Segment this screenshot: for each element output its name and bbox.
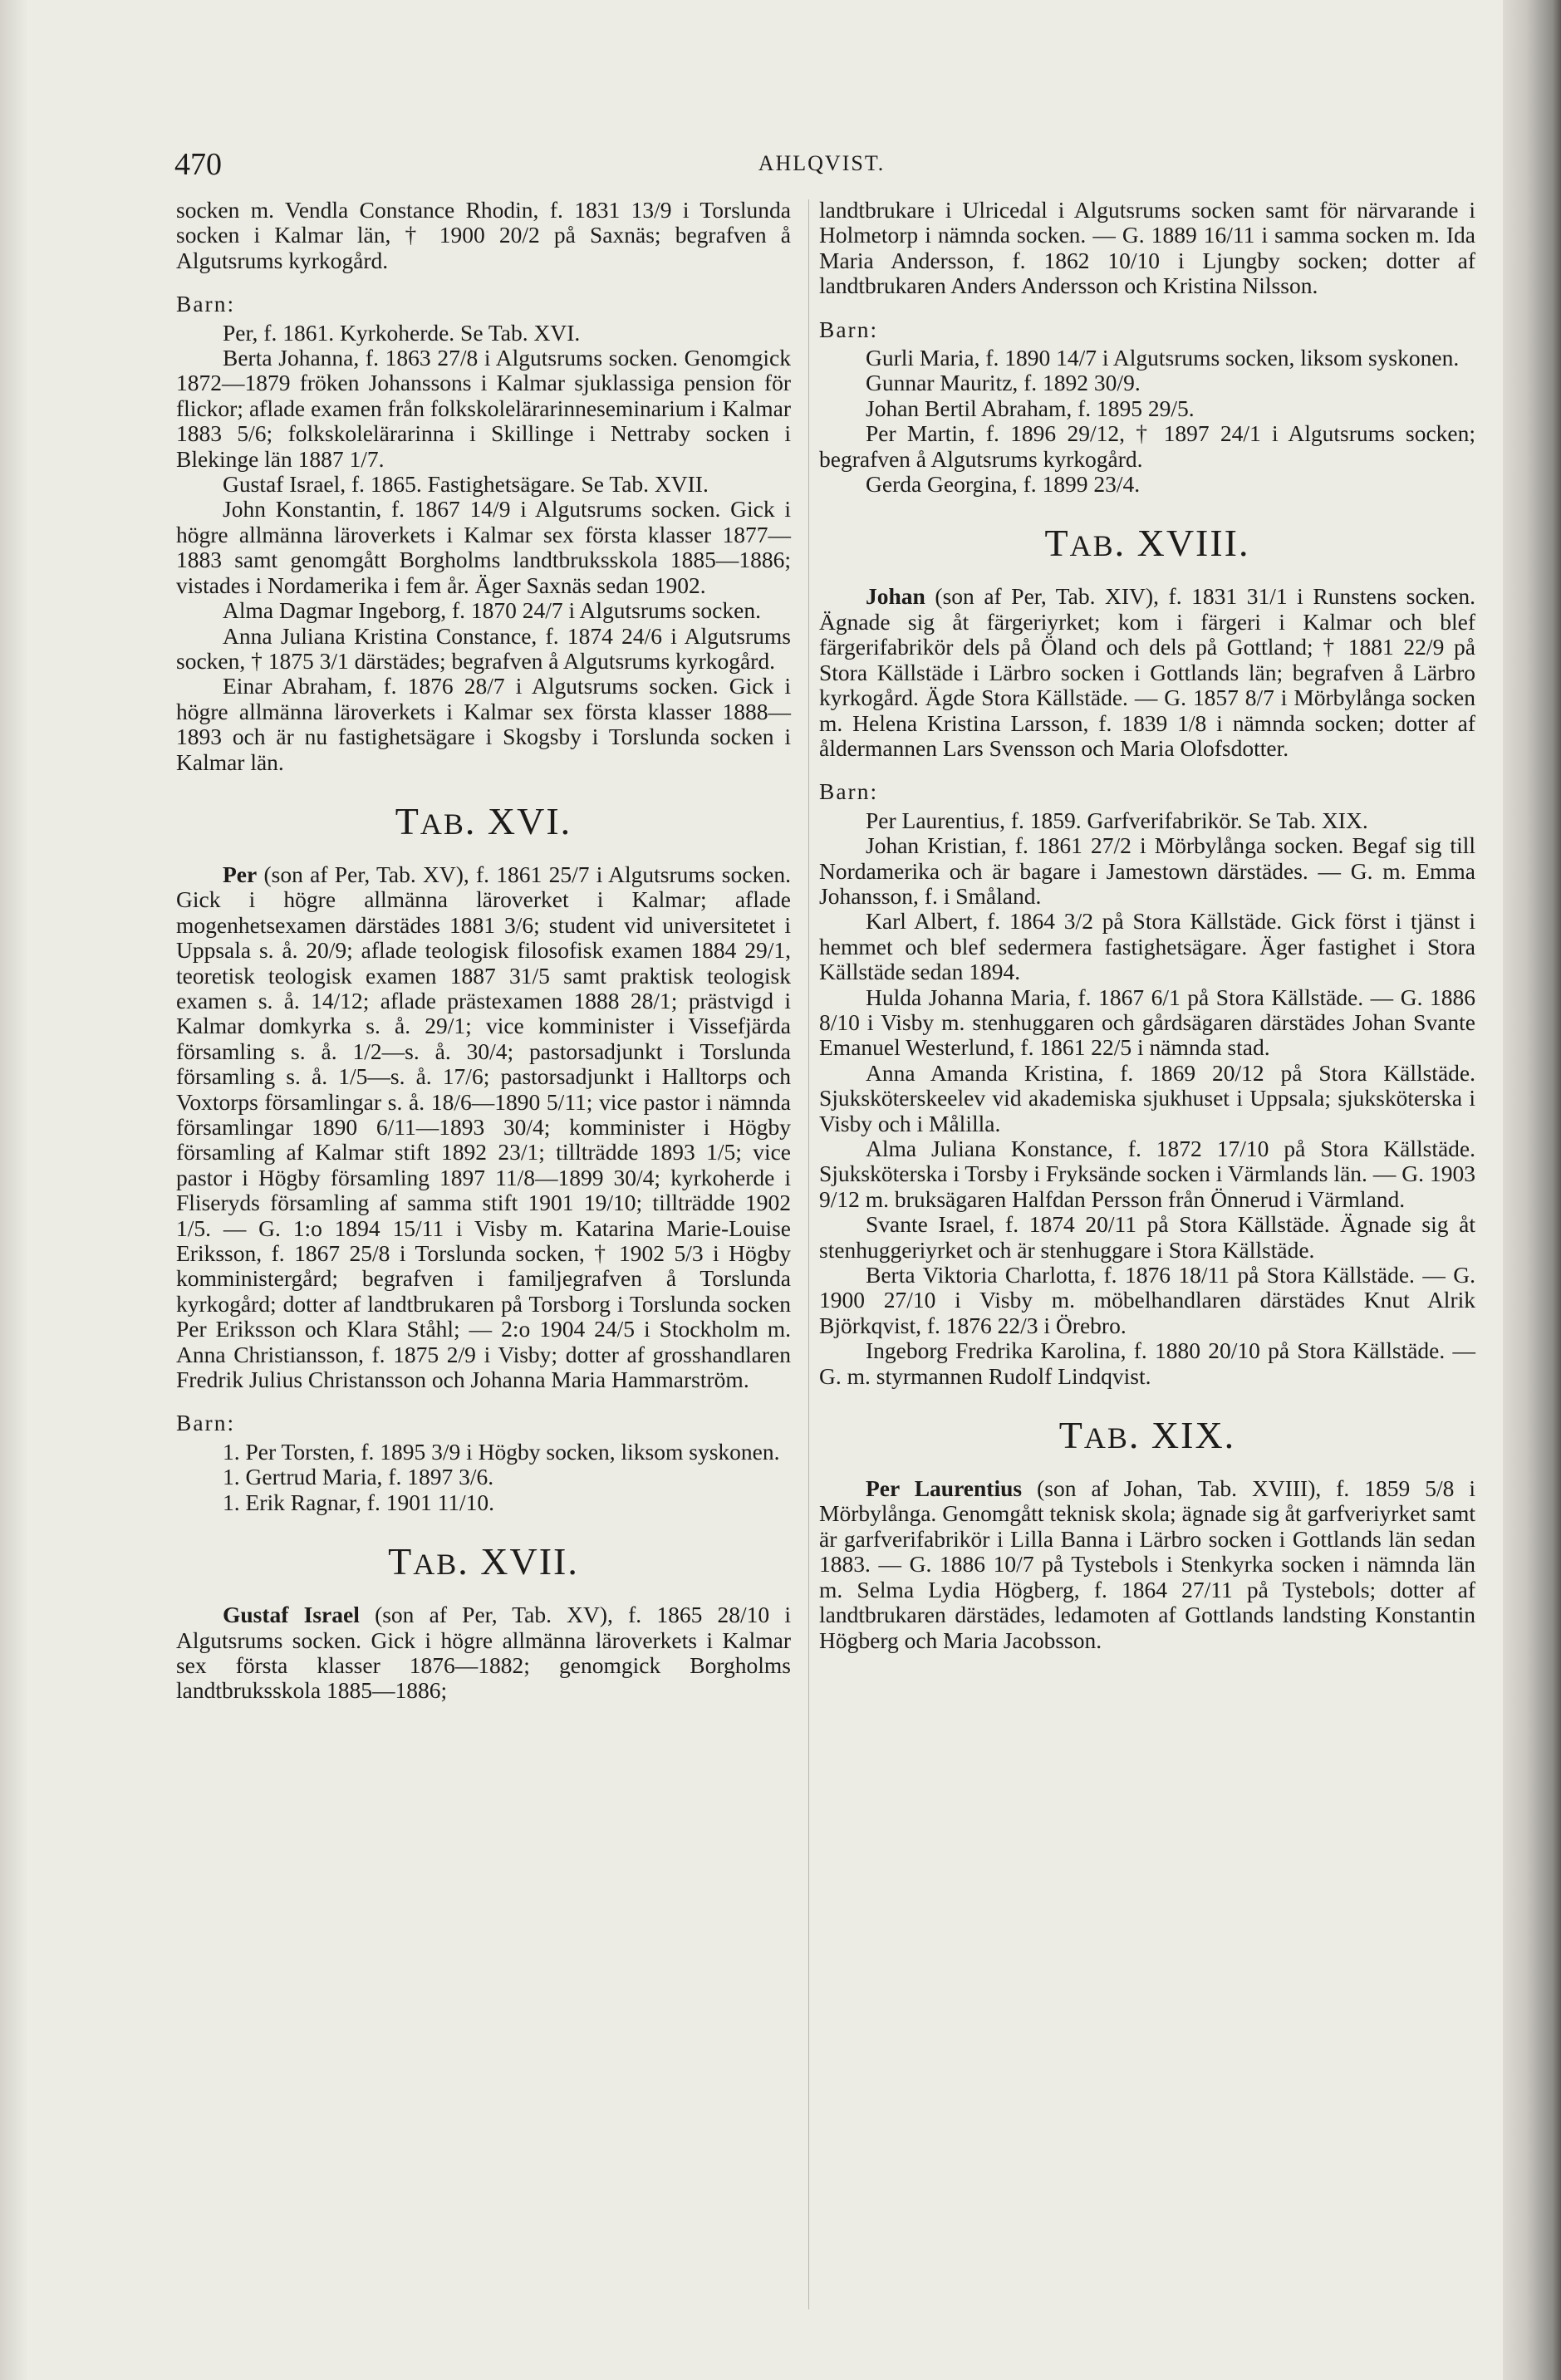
tab-heading-xix: TAB. XIX.: [1058, 1414, 1236, 1457]
child-entry: Gurli Maria, f. 1890 14/7 i Algutsrums socken, liksom syskonen.: [866, 345, 1460, 371]
child-entry: 1. Per Torsten, f. 1895 3/9 i Högby socken, liksom syskonen.: [223, 1438, 780, 1465]
tab-heading-xviii: TAB. XVIII.: [1044, 522, 1250, 565]
genealogy-entry: [819, 1476, 1475, 1653]
section-label: Barn:: [819, 316, 879, 342]
child-entry: Gustaf Israel, f. 1865. Fastighetsägare. Se Tab. XVII.: [223, 471, 709, 498]
tab-heading-xvi: TAB. XVI.: [395, 799, 572, 842]
child-entry: Per Martin, f. 1896 29/12, † 1897 24/1 i Algutsrums socken; begrafven å Algutsrums kyrkogård.: [819, 420, 1475, 472]
child-entry: Johan Bertil Abraham, f. 1895 29/5.: [866, 395, 1195, 421]
child-entry: Berta Johanna, f. 1863 27/8 i Algutsrums socken. Genomgick 1872—1879 fröken Johanssons i Kalmar sjuklassiga pension för flickor; aflade examen från folkskolelärarinneseminarium i Kalmar 1883 5/6; folkskolelärarinna i Skillinge i Nettraby socken i Blekinge län 1887 1/7.: [176, 345, 791, 472]
child-entry: Berta Viktoria Charlotta, f. 1876 18/11 på Stora Källstäde. — G. 1900 27/10 i Visby m. möbelhandlaren därstädes Knut Alrik Björkqvist, f. 1876 22/3 i Örebro.: [819, 1262, 1475, 1338]
child-entry: Svante Israel, f. 1874 20/11 på Stora Källstäde. Ägnade sig åt stenhuggeriyrket och är stenhuggare i Stora Källstäde.: [819, 1211, 1475, 1263]
child-entry: Hulda Johanna Maria, f. 1867 6/1 på Stora Källstäde. — G. 1886 8/10 i Visby m. stenhuggaren och gårdsägaren därstädes Johan Svante Emanuel Westerlund, f. 1861 22/5 i nämnda stad.: [819, 984, 1475, 1061]
entry-name: Per Laurentius: [866, 1475, 1023, 1502]
section-label: Barn:: [176, 1410, 236, 1436]
child-entry: John Konstantin, f. 1867 14/9 i Algutsrums socken. Gick i högre allmänna läroverkets i Kalmar sex första klasser 1877—1883 samt genomgått Borgholms landtbruksskola 1885—1886; vistades i Nordamerika i fem år. Äger Saxnäs sedan 1902.: [176, 496, 791, 598]
child-entry: Anna Amanda Kristina, f. 1869 20/12 på Stora Källstäde. Sjuksköterskeelev vid akademiska sjukhuset i Uppsala; sjuksköterska i Visby och i Målilla.: [819, 1059, 1475, 1136]
left-column: [176, 198, 791, 1704]
page-gutter-shadow: [0, 0, 28, 2380]
genealogy-entry: [176, 1602, 791, 1704]
child-entry: Ingeborg Fredrika Karolina, f. 1880 20/10 på Stora Källstäde. — G. m. styrmannen Rudolf Lindqvist.: [819, 1337, 1475, 1389]
section-label: Barn:: [176, 291, 236, 317]
child-entry: Alma Dagmar Ingeborg, f. 1870 24/7 i Algutsrums socken.: [223, 597, 761, 624]
running-head: AHLQVIST.: [758, 151, 886, 175]
entry-text: (son af Per, Tab. XIV), f. 1831 31/1 i Runstens socken. Ägnade sig åt färgeriyrket; kom i färgeri i Kalmar och blef färgerifabrikör dels på Öland och dels på Gottland; † 1881 22/9 på Stora Källstäde i Lärbro socken i Gottlands län; begrafven å Lärbro kyrkogård. Ägde Stora Källstäde. — G. 1857 8/7 i Mörbylånga socken m. Helena Kristina Larsson, f. 1839 1/8 i nämnda socken; dotter af åldermannen Lars Svensson och Maria Olofsdotter.: [819, 583, 1476, 761]
child-entry: Anna Juliana Kristina Constance, f. 1874 24/6 i Algutsrums socken, † 1875 3/1 därstädes; begrafven å Algutsrums kyrkogård.: [176, 622, 791, 674]
paragraph: socken m. Vendla Constance Rhodin, f. 1831 13/9 i Torslunda socken i Kalmar län, † 1900 20/2 på Saxnäs; begrafven å Algutsrums kyrkogård.: [176, 197, 791, 273]
child-entry: 1. Erik Ragnar, f. 1901 11/10.: [223, 1489, 495, 1515]
child-entry: 1. Gertrud Maria, f. 1897 3/6.: [223, 1464, 494, 1490]
entry-text: (son af Per, Tab. XV), f. 1861 25/7 i Algutsrums socken. Gick i högre allmänna läroverket i Kalmar; aflade mogenhetsexamen därstädes 1881 3/6; student vid universitetet i Uppsala s. å. 20/9; aflade teologisk filosofisk examen 1884 29/1, teoretisk teologisk examen 1887 31/5 samt praktisk teologisk examen s. å. 14/12; aflade prästexamen 1888 28/1; prästvigd i Kalmar domkyrka s. å. 29/1; vice komminister i Vissefjärda församling s. å. 1/2—s. å. 30/4; pastorsadjunkt i Torslunda församling s. å. 1/5—s. å. 17/6; pastorsadjunkt i Halltorps och Voxtorps församlingar s. å. 18/6—1890 5/11; vice pastor i nämnda församlingar 1890 6/11—1893 30/4; komminister i Högby församling af Kalmar stift 1892 23/1; tillträdde 1893 1/5; vice pastor i Högby församling 1897 11/8—1899 30/4; kyrkoherde i Fliseryds församling af samma stift 1901 19/10; tillträdde 1902 1/5. — G. 1:o 1894 15/11 i Visby m. Katarina Marie-Louise Eriksson, f. 1867 25/8 i Torslunda socken, † 1902 5/3 i Högby komministergård; begrafven i familjegrafven å Torslunda kyrkogård; dotter af landtbrukaren på Torsborg i Torslunda socken Per Eriksson och Klara Ståhl; — 2:o 1904 24/5 i Stockholm m. Anna Christiansson, f. 1875 2/9 i Visby; dotter af grosshandlaren Fredrik Julius Christansson och Johanna Maria Hammarström.: [176, 861, 792, 1393]
genealogy-entry: [819, 584, 1475, 761]
page-edge-shadow: [1503, 0, 1561, 2380]
right-column: [819, 198, 1475, 1653]
entry-name: Gustaf Israel: [223, 1602, 360, 1628]
tab-heading-xvii: TAB. XVII.: [388, 1540, 579, 1583]
entry-name: Per: [223, 861, 258, 887]
genealogy-entry: [176, 862, 791, 1393]
child-entry: Gerda Georgina, f. 1899 23/4.: [866, 471, 1141, 498]
child-entry: Per, f. 1861. Kyrkoherde. Se Tab. XVI.: [223, 319, 581, 346]
child-entry: Johan Kristian, f. 1861 27/2 i Mörbylånga socken. Begaf sig till Nordamerika och är bagare i Jamestown därstädes. — G. m. Emma Johansson, f. i Småland.: [819, 832, 1475, 909]
entry-name: Johan: [866, 583, 925, 610]
entry-text: (son af Johan, Tab. XVIII), f. 1859 5/8 i Mörbylånga. Genomgått teknisk skola; ägnade sig åt garfveriyrket samt är garfverifabrikör i Lilla Banna i Lärbro socken i Gottlands län sedan 1883. — G. 1886 10/7 på Tystebols i Stenkyrka socken i nämnda län m. Selma Lydia Högberg, f. 1864 27/11 på Tystebols; dotter af landtbrukaren därstädes, ledamoten af Gottlands landsting Konstantin Högberg och Maria Jacobsson.: [819, 1475, 1476, 1653]
child-entry: Einar Abraham, f. 1876 28/7 i Algutsrums socken. Gick i högre allmänna läroverkets i Kalmar sex första klasser 1888—1893 och är nu fastighetsägare i Skogsby i Torslunda socken i Kalmar län.: [176, 673, 791, 775]
section-label: Barn:: [819, 778, 879, 805]
child-entry: Karl Albert, f. 1864 3/2 på Stora Källstäde. Gick först i tjänst i hemmet och blef sedermera fastighetsägare. Äger fastighet i Stora Källstäde sedan 1894.: [819, 908, 1475, 985]
child-entry: Per Laurentius, f. 1859. Garfverifabrikör. Se Tab. XIX.: [866, 807, 1368, 833]
column-divider: [808, 199, 809, 2309]
entry-text: (son af Per, Tab. XV), f. 1865 28/10 i Algutsrums socken. Gick i högre allmänna läroverkets i Kalmar sex första klasser 1876—1882; genomgick Borgholms landtbruksskola 1885—1886;: [176, 1602, 792, 1704]
page-header: [174, 146, 1469, 196]
child-entry: Alma Juliana Konstance, f. 1872 17/10 på Stora Källstäde. Sjuksköterska i Torsby i Fryksände socken i Värmlands län. — G. 1903 9/12 m. bruksägaren Halfdan Persson från Önnerud i Värmland.: [819, 1136, 1475, 1212]
page-number: 470: [174, 147, 222, 182]
child-entry: Gunnar Mauritz, f. 1892 30/9.: [866, 370, 1141, 396]
paragraph: landtbrukare i Ulricedal i Algutsrums socken samt för närvarande i Holmetorp i nämnda socken. — G. 1889 16/11 i samma socken m. Ida Maria Andersson, f. 1862 10/10 i Ljungby socken; dotter af landtbrukaren Anders Andersson och Kristina Nilsson.: [819, 197, 1475, 299]
